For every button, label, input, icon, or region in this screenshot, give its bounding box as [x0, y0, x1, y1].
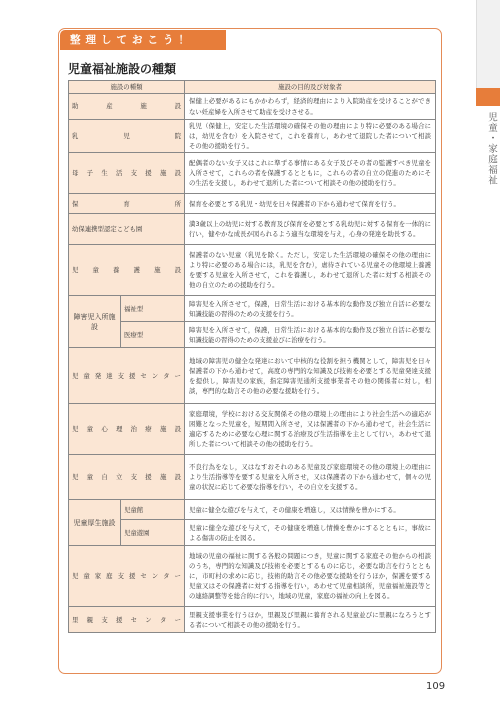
facility-name-cell — [69, 153, 185, 194]
facility-name: 母 子 生 活 支 援 施 設 — [72, 169, 181, 178]
facility-description: 配偶者のない女子又はこれに準ずる事情にある女子及びその者の監護すべき児童を入所させて，これらの者を保護するとともに，これらの者の自立の促進のためにその生活を支援し，あわせて退所した者について相談その他の援助を行う。 — [185, 153, 436, 194]
facility-name: 里 親 支 援 セ ン タ ー — [72, 615, 181, 624]
facility-name: 乳 児 院 — [72, 132, 182, 141]
table-row — [69, 214, 436, 245]
table-row — [69, 153, 436, 194]
facility-name: 児 童 自 立 支 援 施 設 — [72, 473, 181, 482]
facility-name: 児 童 発 達 支 援 セ ン タ ー — [72, 371, 181, 380]
facility-name: 児 童 家 庭 支 援 セ ン タ ー — [72, 572, 181, 581]
section-banner: 整理しておこう！ — [60, 30, 226, 50]
table-row — [69, 607, 436, 633]
facility-subtype-label: 医療型 — [124, 330, 144, 339]
table-row — [69, 455, 436, 500]
facility-description: 里親支援事業を行うほか，里親及び里親に養育される児童並びに里親になろうとする者について相談その他の援助を行う。 — [185, 607, 436, 633]
facility-description: 満3歳以上の幼児に対する教育及び保育を必要とする乳幼児に対する保育を一体的に行い，健やかな成長が図られるよう適当な環境を与え，心身の発達を助長する。 — [185, 214, 436, 245]
facility-name: 保 育 所 — [72, 199, 182, 208]
facility-description: 障害児を入所させて，保護，日常生活における基本的な動作及び独立自活に必要な知識技能の習得のための支援並びに治療を行う。 — [185, 322, 436, 348]
page-number: 109 — [426, 681, 446, 692]
header-purpose: 施設の目的及び対象者 — [185, 81, 436, 94]
table-row — [69, 120, 436, 153]
facility-name-cell — [69, 404, 185, 455]
facility-name-cell — [69, 214, 185, 245]
facility-description: 地域の児童の福祉に関する各般の問題につき，児童に関する家庭その他からの相談のうち，専門的な知識及び技術を必要とするものに応じ，必要な助言を行うとともに，市町村の求めに応じ，技術的助言その他必要な援助を行うほか，保護を要する児童又はその保護者に対する指導を行い，あわせて児童相談所，児童福祉施設等との連絡調整等を総合的に行い，地域の児童，家庭の福祉の向上を図る。 — [185, 546, 436, 607]
facility-description: 不良行為をなし，又はなすおそれのある児童及び家庭環境その他の環境上の理由により生活指導等を要する児童を入所させ，又は保護者の下から通わせて，個々の児童の状況に応じて必要な指導を行い，その自立を支援する。 — [185, 455, 436, 500]
table-row — [69, 348, 436, 404]
table-row — [69, 245, 436, 296]
facility-name-cell — [69, 500, 121, 546]
facility-name-cell — [69, 546, 185, 607]
table-row — [69, 194, 436, 214]
table-body — [69, 94, 436, 633]
facility-name-cell — [69, 120, 185, 153]
facility-name-cell — [69, 194, 185, 214]
facility-name-cell — [69, 455, 185, 500]
table-row — [69, 322, 436, 348]
facility-description: 地域の障害児の健全な発達において中核的な役割を担う機関として，障害児を日々保護者の下から通わせて，高度の専門的な知識及び技術を必要とする児童発達支援を提供し，障害児の家族，指定障害児通所支援事業者その他の関係者に対し，相談，専門的な助言その他の必要な援助を行う。 — [185, 348, 436, 404]
facility-description: 児童に健全な遊びを与えて，その健康を増進し情操を豊かにするとともに，事故による傷害の防止を図る。 — [185, 520, 436, 546]
facility-description: 保育を必要とする乳児・幼児を日々保護者の下から通わせて保育を行う。 — [185, 194, 436, 214]
facility-subtype — [121, 322, 185, 348]
header-facility-type: 施設の種類 — [69, 81, 185, 94]
side-tab-label: 児童・家庭福祉 — [486, 112, 497, 186]
facility-description: 保護者のない児童（乳児を除く。ただし，安定した生活環境の確保その他の理由により特に必要のある場合には，乳児を含む），虐待されている児童その他環境上養護を要する児童を入所させて，これを養護し，あわせて退所した者に対する相談その他の自立のための援助を行う。 — [185, 245, 436, 296]
facility-description: 障害児を入所させて，保護，日常生活における基本的な動作及び独立自活に必要な知識技能の習得のための支援を行う。 — [185, 296, 436, 322]
facility-subtype-label: 児童遊園 — [124, 528, 150, 537]
table-row — [69, 500, 436, 520]
table-row — [69, 94, 436, 120]
facility-subtype-label: 福祉型 — [124, 304, 144, 313]
side-tab-accent — [476, 88, 500, 106]
facility-name: 児童厚生施設 — [73, 518, 116, 527]
facility-subtype — [121, 520, 185, 546]
facility-name-cell — [69, 94, 185, 120]
facility-name: 児 童 養 護 施 設 — [72, 266, 181, 275]
table-row — [69, 404, 436, 455]
facility-name-cell — [69, 607, 185, 633]
facility-name: 児 童 心 理 治 療 施 設 — [72, 425, 181, 434]
facility-description: 児童に健全な遊びを与えて，その健康を増進し，又は情操を豊かにする。 — [185, 500, 436, 520]
facility-name: 障害児入所施設 — [73, 312, 116, 331]
table-row — [69, 296, 436, 322]
facility-subtype — [121, 500, 185, 520]
facility-description: 乳児（保健上，安定した生活環境の確保その他の理由により特に必要のある場合には，幼児を含む）を入院させて，これを養育し，あわせて退院した者について相談その他の援助を行う。 — [185, 120, 436, 153]
table-header-row — [69, 81, 436, 94]
table-row — [69, 546, 436, 607]
section-heading: 児童福祉施設の種類 — [68, 62, 177, 76]
facility-name-cell — [69, 348, 185, 404]
table-row — [69, 520, 436, 546]
facility-description: 保健上必要があるにもかかわらず，経済的理由により入院助産を受けることができない妊産婦を入所させて助産を受けさせる。 — [185, 94, 436, 120]
facility-description: 家庭環境，学校における交友関係その他の環境上の理由により社会生活への適応が困難となった児童を，短期間入所させ，又は保護者の下から通わせて，社会生活に適応するために必要な心理に関する治療及び生活指導を主として行い，あわせて退所した者について相談その他の援助を行う。 — [185, 404, 436, 455]
facility-name-cell — [69, 245, 185, 296]
facility-subtype-label: 児童館 — [124, 505, 144, 514]
facility-name: 幼保連携型認定こども園 — [72, 225, 143, 234]
facility-subtype — [121, 296, 185, 322]
facility-name-cell — [69, 296, 121, 348]
facility-table — [68, 80, 436, 633]
facility-name: 助 産 施 設 — [72, 102, 181, 111]
side-tab-top — [476, 0, 500, 88]
